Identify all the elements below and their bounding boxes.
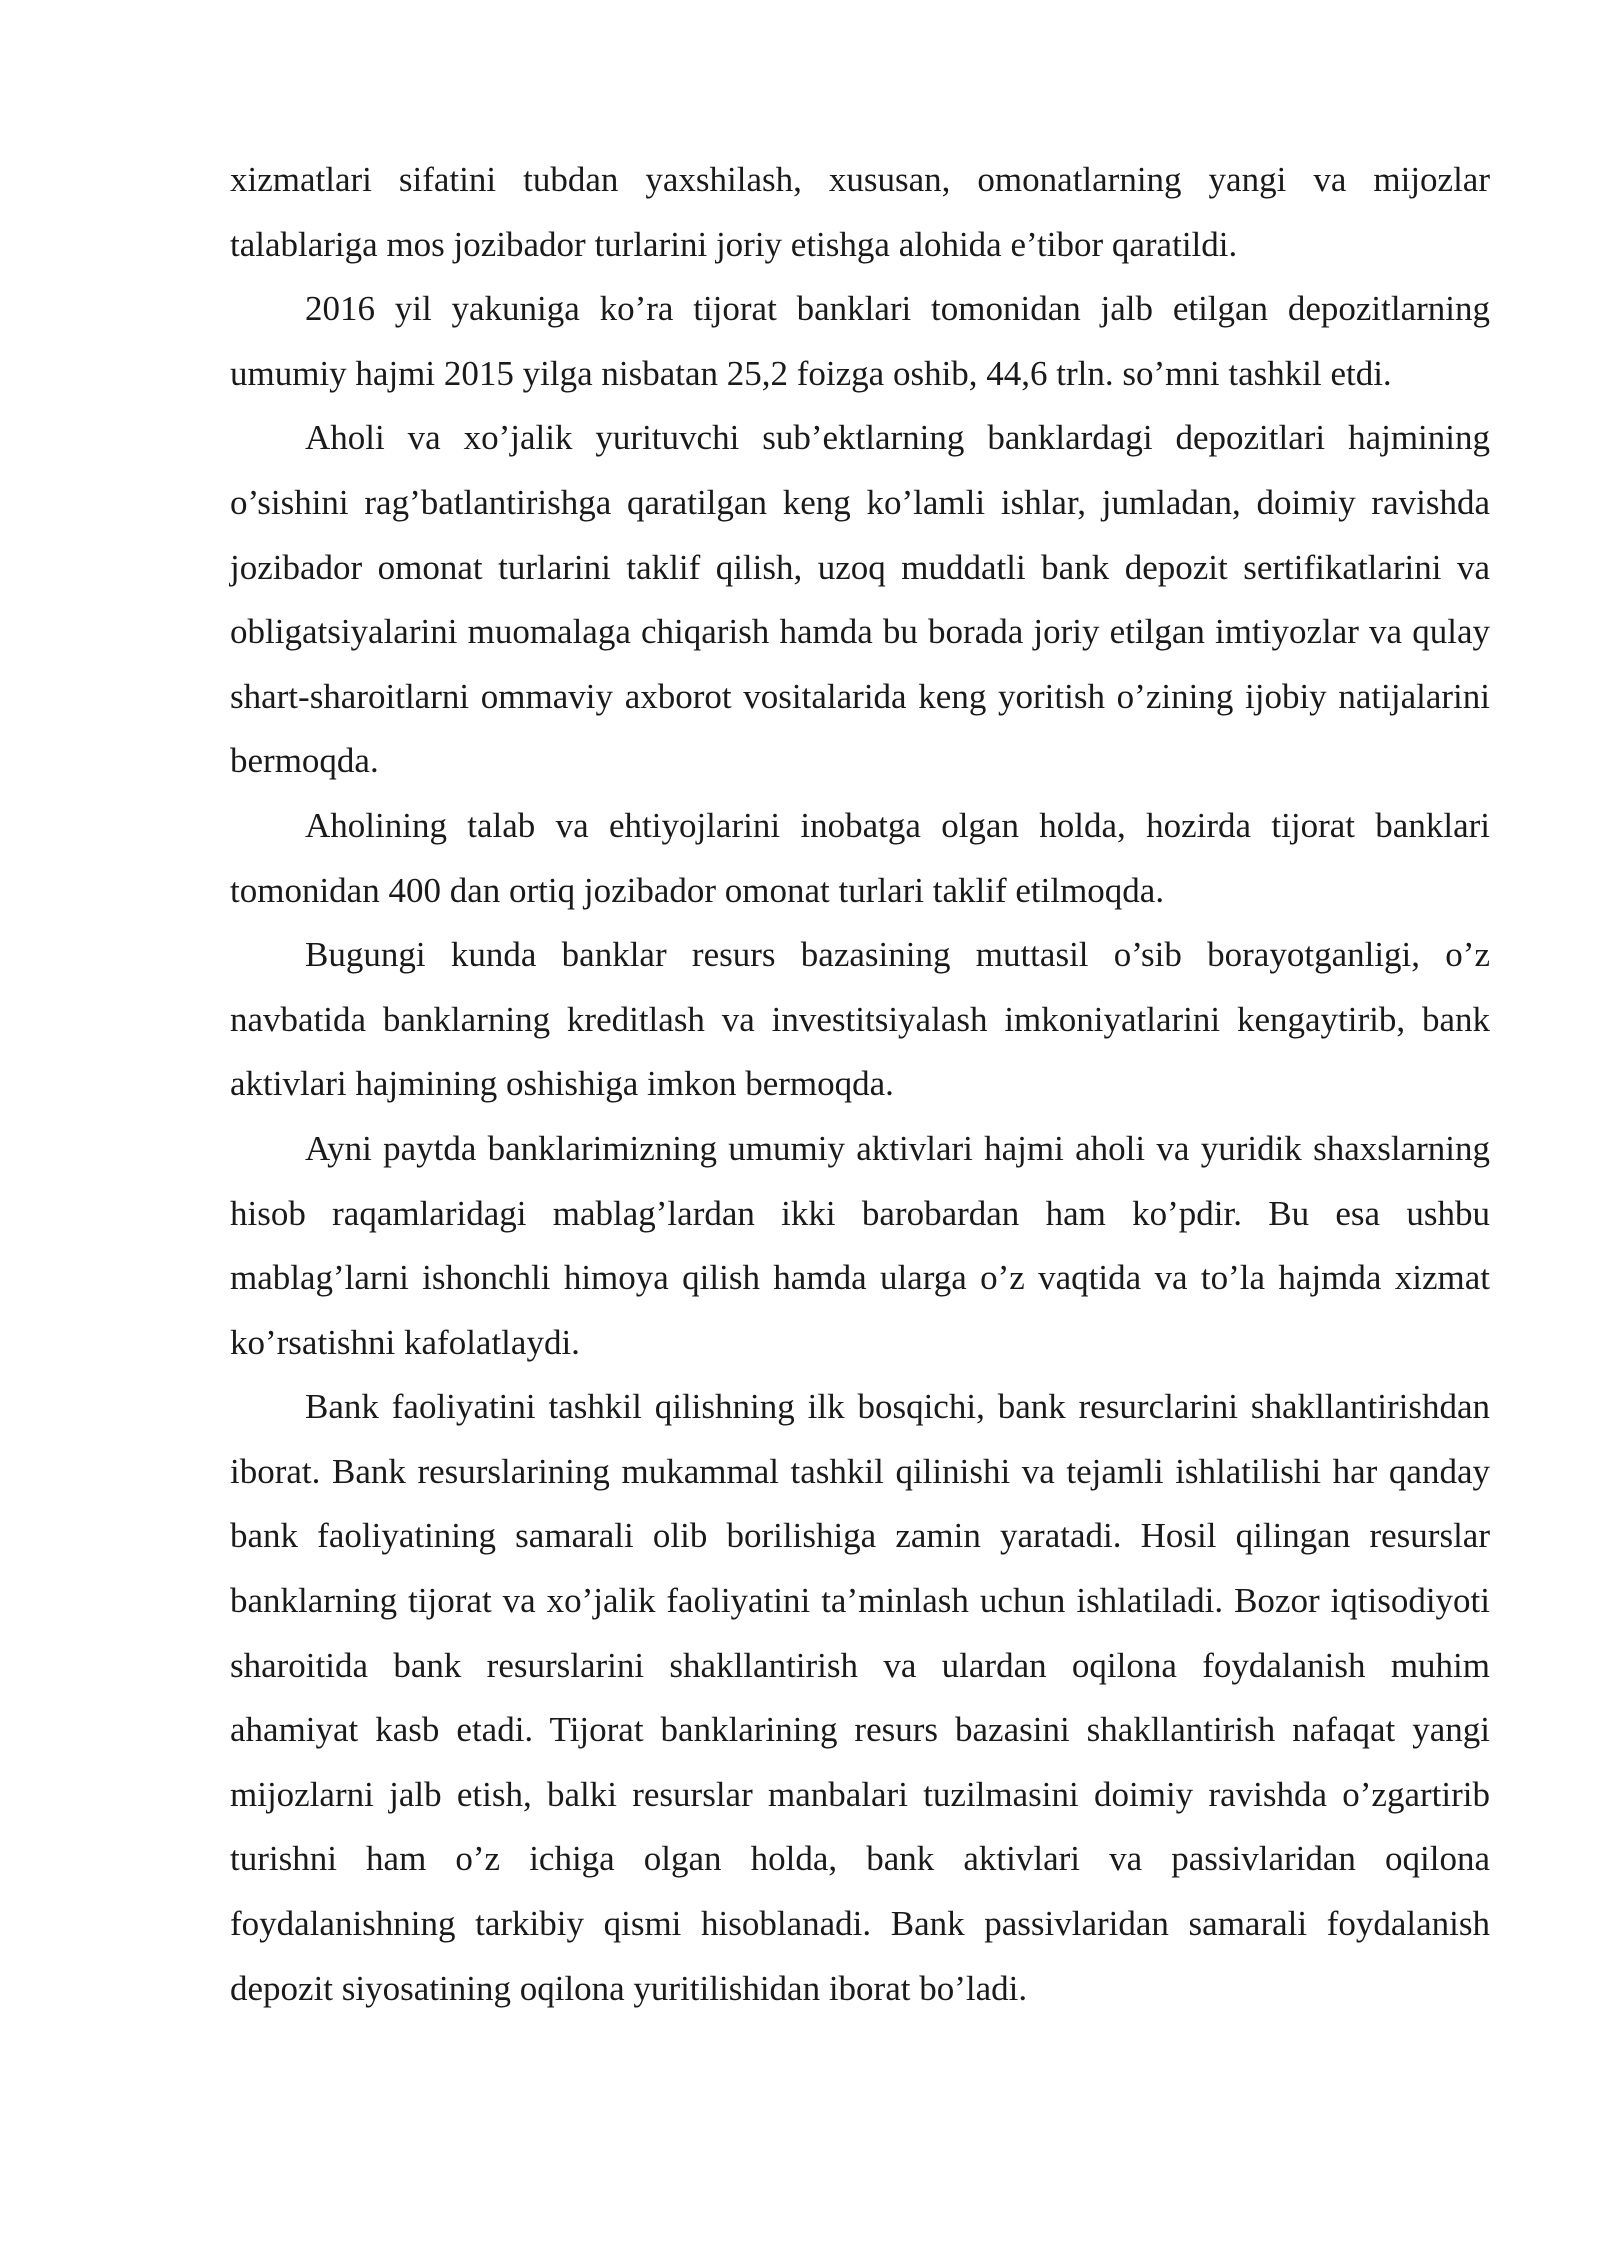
paragraph-total-assets: Ayni paytda banklarimizning umumiy aktivlari hajmi aholi va yuridik shaxslarning hisob raqamlaridagi mablag’lardan ikki barobardan ham ko’pdir. Bu esa ushbu mablag’larni ishonchli himoya qilish hamda ularga o’z vaqtida va to’la hajmda xizmat ko’rsatishni kafolatlaydi. — [230, 1128, 1490, 1362]
paragraph-deposits-2016: 2016 yil yakuniga ko’ra tijorat banklari tomonidan jalb etilgan depozitlarning umumiy hajmi 2015 yilga nisbatan 25,2 foizga oshib, 44,6 trln. so’mni tashkil etdi. — [230, 289, 1490, 393]
paragraph-deposit-growth: Aholi va xo’jalik yurituvchi sub’ektlarning banklardagi depozitlari hajmining o’sishini rag’batlantirishga qaratilgan keng ko’lamli ishlar, jumladan, doimiy ravishda jozibador omonat turlarini taklif qilish, uzoq muddatli bank depozit sertifikatlarini va obligatsiyalarini muomalaga chiqarish hamda bu borada joriy etilgan imtiyozlar va qulay shart-sharoitlarni ommaviy axborot vositalarida keng yoritish o’zining ijobiy natijalarini bermoqda. — [230, 418, 1490, 781]
paragraph-deposit-types: Aholining talab va ehtiyojlarini inobatga olgan holda, hozirda tijorat banklari tomonidan 400 dan ortiq jozibador omonat turlari taklif etilmoqda. — [230, 805, 1490, 910]
paragraph-continuation: xizmatlari sifatini tubdan yaxshilash, xususan, omonatlarning yangi va mijozlar talablariga mos jozibador turlarini joriy etishga alohida e’tibor qaratildi. — [230, 160, 1490, 264]
paragraph-bank-resources: Bank faoliyatini tashkil qilishning ilk bosqichi, bank resurclarini shakllantirishdan iborat. Bank resurslarining mukammal tashkil qilinishi va tejamli ishlatilishi har qanday bank faoliyatining samarali olib borilishiga zamin yaratadi. Hosil qilingan resurslar banklarning tijorat va xo’jalik faoliyatini ta’minlash uchun ishlatiladi. Bozor iqtisodiyoti sharoitida bank resurslarini shakllantirish va ulardan oqilona foydalanish muhim ahamiyat kasb etadi. Tijorat banklarining resurs bazasini shakllantirish nafaqat yangi mijozlarni jalb etish, balki resurslar manbalari tuzilmasini doimiy ravishda o’zgartirib turishni ham o’z ichiga olgan holda, bank aktivlari va passivlaridan oqilona foydalanishning tarkibiy qismi hisoblanadi. Bank passivlaridan samarali foydalanish depozit siyosatining oqilona yuritilishidan iborat bo’ladi. — [230, 1387, 1490, 2008]
document-page — [230, 148, 1490, 2021]
paragraph-resource-base: Bugungi kunda banklar resurs bazasining muttasil o’sib borayotganligi, o’z navbatida banklarning kreditlash va investitsiyalash imkoniyatlarini kengaytirib, bank aktivlari hajmining oshishiga imkon bermoqda. — [230, 935, 1490, 1104]
